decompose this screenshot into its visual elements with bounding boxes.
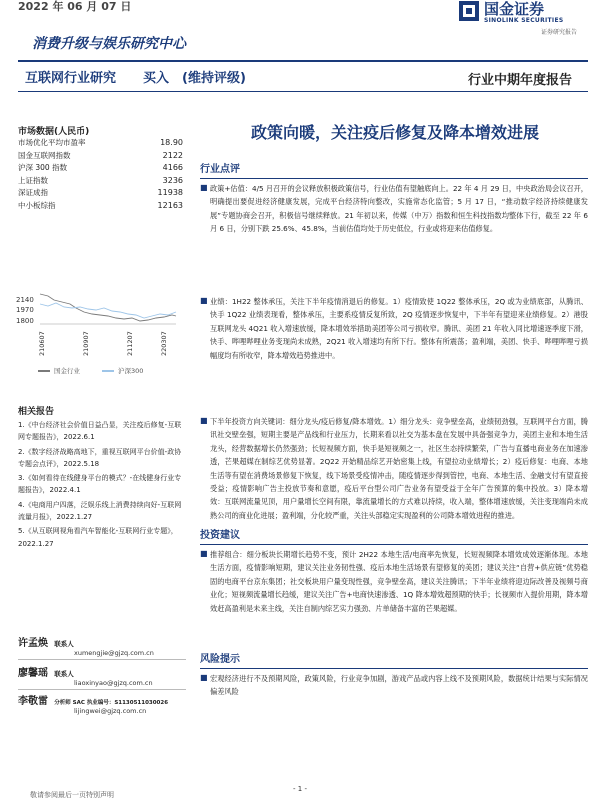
section-heading: 行业点评 <box>200 164 240 175</box>
analyst-role: 分析师 SAC 执业编号：S1130511030026 <box>54 700 169 706</box>
research-center: 消费升级与娱乐研究中心 <box>32 36 186 52</box>
index-trend-chart <box>14 290 184 365</box>
series-line-sector <box>40 294 176 321</box>
analyst-block <box>18 692 188 715</box>
chart-legend <box>38 366 168 376</box>
bullet-icon: ■ <box>200 549 208 558</box>
analyst-name: 许孟焕 <box>18 638 48 649</box>
analyst-email[interactable]: xumengjie@gjzq.com.cn <box>74 649 154 657</box>
y-tick-label: 1970 <box>16 306 34 314</box>
market-row: 深证成指 11938 <box>18 188 183 197</box>
paragraph-portfolio: 推荐组合：细分板块长期增长趋势不变，预计 2H22 本地生活/电商率先恢复，长短视频降本增效成效逐渐体现。本地生活方面，疫情影响短期，建议关注业务韧性强、疫后本地生活场景有望修复的美团；建议关注“自营+供应链”优势稳固的电商平台京东集团；社交板块用户量变现性强，竞争壁垒高，建议关注腾讯；下半年业绩将迎边际改善及视频号商业化；短视频流量增长趋缓，建议关注广告+电商快速渗透、1Q 降本增效超预期的快手；长视频市入提价用期，降本增效赶高盈利是未来主线，关注自制内综艺实力强劲、片单储备丰富的芒果超媒。 <box>210 550 588 613</box>
header-rule <box>18 60 588 62</box>
x-tick-label: 220307 <box>160 331 168 356</box>
legend-swatch-sector <box>38 370 50 372</box>
bullet-icon: ■ <box>200 416 208 425</box>
analyst-block <box>18 634 188 660</box>
brand-name-cn: 国金证券 <box>484 0 545 18</box>
paragraph-risk: 宏观经济进行不及预期风险，政策风险，行业竞争加剧，游戏产品或内容上线不及预期风险，数据统计结果与实际情况偏差风险 <box>210 674 588 697</box>
market-row: 上证指数 3236 <box>18 175 183 185</box>
analyst-role: 联系人 <box>54 640 74 648</box>
related-report-item[interactable]: 3.《如何看待在线健身平台的模式？-在线健身行业专题报告》，2022.4.1 <box>18 474 182 495</box>
section-heading: 风险提示 <box>200 654 240 665</box>
analyst-block <box>18 664 188 690</box>
bullet-icon: ■ <box>200 183 208 192</box>
industry-label: 互联网行业研究 <box>25 71 117 86</box>
x-tick-label: 210607 <box>38 331 46 356</box>
footer-disclaimer: 敬请参阅最后一页特别声明 <box>30 791 114 799</box>
section-review <box>200 160 588 179</box>
related-reports-title: 相关报告 <box>18 407 55 417</box>
section-rule <box>200 178 588 179</box>
page-number: - 1 - <box>293 785 307 793</box>
market-data-title: 市场数据(人民币) <box>18 127 90 137</box>
brand-name-en: SINOLINK SECURITIES <box>484 17 564 24</box>
legend-label: 沪深300 <box>118 367 144 375</box>
report-type: 行业中期年度报告 <box>467 73 572 88</box>
header-rule-2 <box>18 91 588 92</box>
market-row: 中小板综指 12163 <box>18 200 183 210</box>
bullet-icon: ■ <box>200 296 208 305</box>
paragraph-earnings: 业绩：1H22 整体承压，关注下半年疫情消退后的修复。1）疫情致使 1Q22 整体承压，2Q 或为业绩底部，从腾讯、快手 1Q22 业绩表现看，整体承压，主要系疫情反复所致，2Q 疫情逐步恢复中，下半年有望迎来业绩修复。2）港股互联网龙头 4Q21 收入增速放缓，降本增效举措助美团等公司亏损收窄。腾讯、美团 21 年收入同比增速逐季度下滑，快手、哔哩哔哩业务变现尚未成熟，2Q21 收入增速均有所下行。整体有所震荡；盈利端，美团、快手、哔哩哔哩亏损幅度均有所收窄，降本增效趋势推进中。 <box>210 297 588 360</box>
related-reports-list <box>18 419 186 552</box>
y-tick-label: 1800 <box>16 317 34 325</box>
divider <box>18 659 186 660</box>
related-report-item[interactable]: 4.《电商用户四落，泛娱乐线上消费持续向好-互联网流量月报》，2022.1.27 <box>18 500 182 522</box>
x-tick-label: 211207 <box>126 331 134 356</box>
bullet-icon: ■ <box>200 673 208 682</box>
legend-label: 国金行业 <box>54 367 80 375</box>
analyst-name: 李敬雷 <box>18 696 48 707</box>
related-report-item[interactable]: 2.《数字经济战略高地下，重视互联网平台价值-政协专题会点评》，2022.5.18 <box>18 447 182 468</box>
report-title: 政策向暖，关注疫后修复及降本增效进展 <box>250 123 539 142</box>
y-tick-label: 2140 <box>16 296 34 304</box>
analyst-name: 廖馨瑶 <box>18 668 48 679</box>
legend-swatch-csi300 <box>102 370 114 372</box>
market-row: 市场优化平均市盈率 18.90 <box>18 138 183 147</box>
paragraph-policy: 政策+估值：4/5 月召开的会议释放积极政策信号，行业估值有望触底向上。22 年 4 月 29 日，中央政治局会议召开，明确提出要促进经济健康发展，完成平台经济特向整改，实施常态化监管；5 月 17 日，“推动数字经济持续健康发展”专题协商会召开，积极信号继续释放。21 年初以来，传媒（中万）指数和恒生科技指数均整体下行，截至 22 年 6 月 6 日，分别下跌 25.6%、45.8%，当前估值均处于历史低位，行业或将迎来估值修复。 <box>210 184 588 234</box>
market-row: 国金互联网指数 2122 <box>18 150 183 160</box>
paragraph-direction: 下半年投资方向关键词：细分龙头/疫后修复/降本增效。1）细分龙头：竞争壁垒高，业绩韧劲强，互联网平台方面，腾讯社交壁垒强，短期主要是产品线和行业压力，长期来看以社交为基本盘在发展中具备强竞争力，美团主业和本地生活龙头，经营数据增长仍然强劲；长短视频方面，快手是短视频之一，社区生态持续繁荣，广告与直播电商业务在加速渗透，芒果超媒在制综艺优势显著。2Q22 开始精品综艺开始密集上线，有望拉动业绩增长；2）疫后修复：电商、本地生活等有望在消费场景修复下恢复，线下场景受疫情冲击，随疫情逐步得到管控，电商、本地生活、金融支付有望直接受益；疫情影响广告主投放节奏和意愿，疫后平台型公司广告业务有望受益于全年广告预算的集中投放。3）降本增效：互联网流量见顶，用户量增长空间有限，靠流量增长的方式难以持续，收入端，整体增速放缓，关注变现端尚未成熟公司的商业化进展；盈利端，分化较严重，关注头部稳定实现盈利的公司降本增效进程的推进。 <box>210 417 588 520</box>
market-data-table <box>18 137 183 212</box>
rating-label: 买入 (维持评级) <box>143 71 246 86</box>
analyst-role: 联系人 <box>54 670 74 678</box>
section-advice <box>200 526 588 545</box>
section-rule <box>200 544 588 545</box>
brand-subtitle: 证券研究报告 <box>541 29 578 36</box>
related-report-item[interactable]: 1.《中台经济社会价值日益凸显，关注疫后修复-互联网专题报告》，2022.6.1 <box>18 421 182 442</box>
report-date: 2022 年 06 月 07 日 <box>18 0 132 13</box>
related-report-item[interactable]: 5.《从互联网视角看汽车智能化-互联网行业专题》，2022.1.27 <box>18 527 178 548</box>
section-rule <box>200 668 588 669</box>
market-row: 沪深 300 指数 4166 <box>18 163 183 172</box>
section-heading: 投资建议 <box>200 530 240 541</box>
divider <box>18 689 186 690</box>
sinolink-logo-icon <box>458 0 480 22</box>
analyst-email[interactable]: liaoxinyao@gjzq.com.cn <box>74 679 153 687</box>
x-tick-label: 210907 <box>82 331 90 356</box>
section-risk <box>200 650 588 669</box>
analyst-email[interactable]: lijingwei@gjzq.com.cn <box>74 707 147 715</box>
